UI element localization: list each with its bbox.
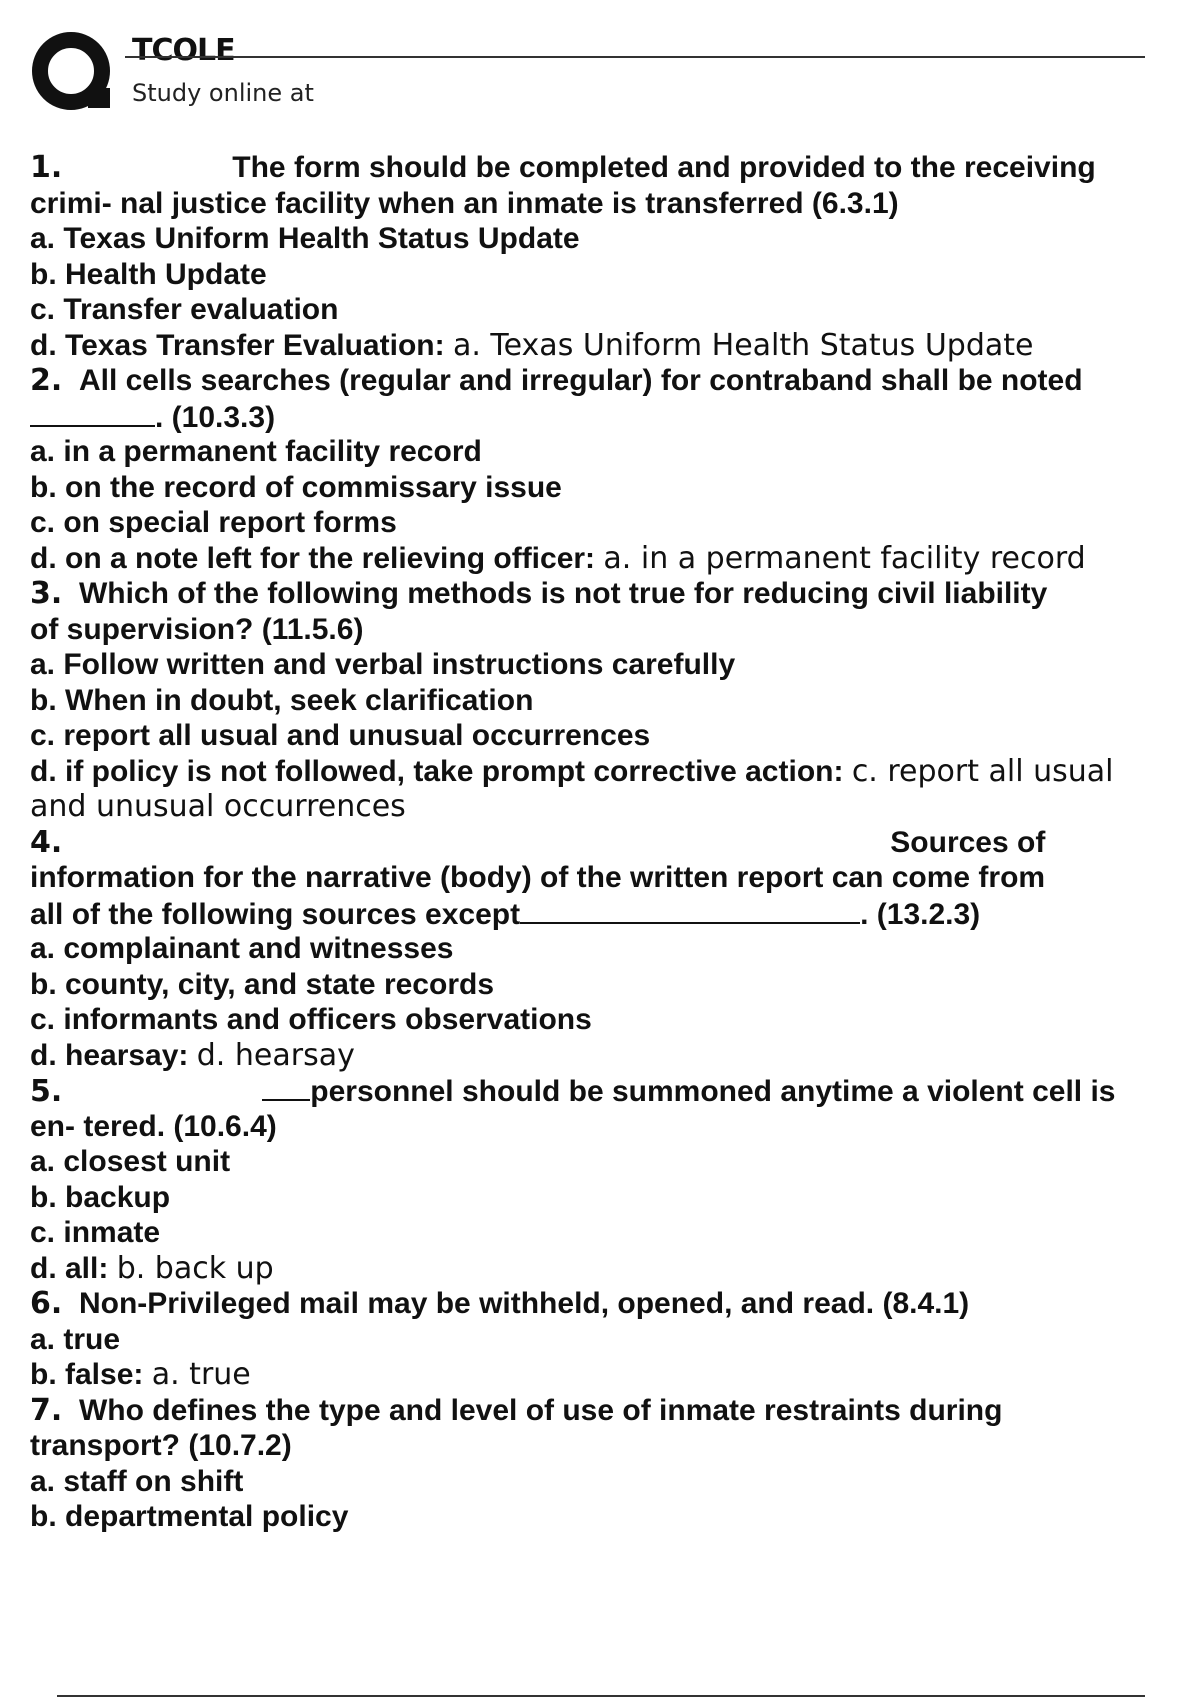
option-d: d. if policy is not followed, take prompt corrective action: c. report all usual [30,753,1114,789]
question-1-line-2: crimi- nal justice facility when an inmate is transferred (6.3.1) [30,186,899,220]
question-4-line-1 [30,825,1195,861]
option-c: c. on special report forms [30,506,397,539]
question-7-line-1 [30,1393,1195,1429]
question-number: 1. [30,150,63,185]
option-a: a. staff on shift [30,1464,244,1498]
option-b: b. on the record of commissary issue [30,470,562,504]
option-d: d. Texas Transfer Evaluation: a. Texas Uniform Health Status Update [30,327,1034,363]
q-logo-icon [30,30,112,112]
option-d: d. all: b. back up [30,1250,274,1286]
question-text: All cells searches (regular and irregular) for contraband shall be noted [78,364,1083,397]
option-b: b. backup [30,1180,171,1214]
question-number: 6. [30,1286,63,1321]
option-a: a. Follow written and verbal instructions carefully [30,648,736,681]
question-6-line-1 [30,1286,1195,1322]
question-number: 5. [30,1074,63,1109]
answer-blank [262,1073,310,1101]
option-c: c. informants and officers observations [30,1003,592,1036]
question-text: Who defines the type and level of use of inmate restraints during [78,1393,1003,1427]
question-text: personnel should be summoned anytime a violent cell is [310,1075,1116,1108]
option-b: b. departmental policy [30,1500,349,1533]
option-b: b. false: a. true [30,1357,251,1392]
question-1-line-1 [30,150,1195,186]
option-a: a. complainant and witnesses [30,932,454,965]
question-2-line-2: . (10.3.3) [30,399,1195,435]
option-b: b. county, city, and state records [30,967,495,1001]
answer-text-continued: and unusual occurrences [30,789,406,824]
footer-divider [57,1695,1145,1697]
option-b: b. When in doubt, seek clarification [30,683,534,717]
header-divider [125,56,1145,58]
option-c: c. Transfer evaluation [30,293,339,326]
option-a: a. Texas Uniform Health Status Update [30,222,580,255]
question-4-line-2: information for the narrative (body) of the written report can come from [30,861,1046,894]
question-number: 4. [30,824,63,860]
question-2-line-1 [30,363,1195,399]
question-5-line-2: en- tered. (10.6.4) [30,1109,277,1143]
question-number: 2. [30,363,63,398]
option-a: a. closest unit [30,1145,231,1178]
question-3-line-2: of supervision? (11.5.6) [30,612,364,646]
option-a: a. true [30,1322,121,1356]
option-d: d. hearsay: d. hearsay [30,1037,355,1073]
answer-blank [520,896,860,924]
header-title: TCOLE [132,33,235,68]
answer-text: b. back up [116,1250,274,1286]
answer-text: a. Texas Uniform Health Status Update [452,327,1034,363]
question-text: Sources of [890,825,1046,859]
answer-blank [30,399,155,427]
question-text: Non-Privileged mail may be withheld, opened, and read. (8.4.1) [78,1287,970,1320]
question-number: 7. [30,1392,63,1428]
header-subtitle: Study online at [132,79,314,107]
question-text: Which of the following methods is not true for reducing civil liability [78,577,1048,610]
question-3-line-1 [30,576,1195,612]
answer-text: a. true [151,1357,251,1392]
question-5-line-1 [30,1073,1195,1109]
question-text: The form should be completed and provided to the receiving [232,151,1096,184]
question-4-line-3: all of the following sources except . (13.2.3) [30,897,981,931]
option-c: c. inmate [30,1216,161,1249]
option-b: b. Health Update [30,257,267,291]
answer-text: d. hearsay [196,1037,355,1073]
option-d: d. on a note left for the relieving officer: a. in a permanent facility record [30,540,1086,576]
question-7-line-2: transport? (10.7.2) [30,1429,292,1462]
option-a: a. in a permanent facility record [30,435,482,468]
option-c: c. report all usual and unusual occurrences [30,719,651,752]
answer-text: c. report all usual [851,753,1114,789]
question-number: 3. [30,576,63,611]
question-list [30,150,1195,1535]
answer-text: a. in a permanent facility record [603,540,1086,576]
